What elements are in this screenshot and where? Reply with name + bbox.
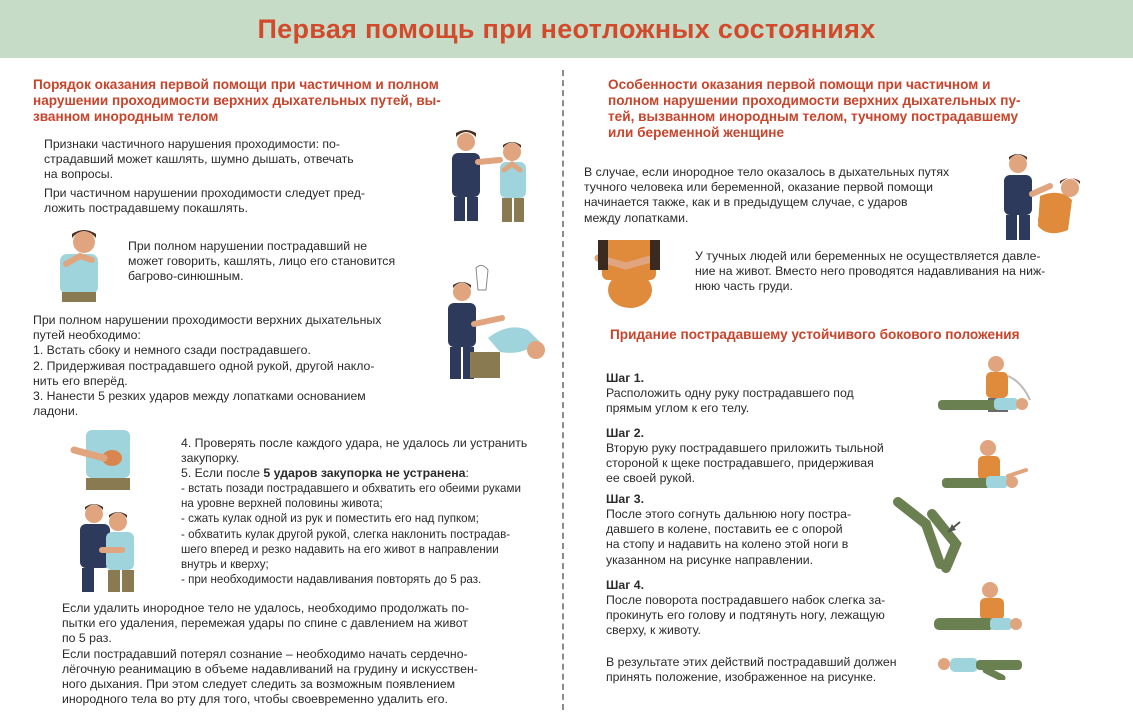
chest-thrust-text: У тучных людей или беременных не осуществляется давле- ние на живот. Вместо него проводятся надавливания на ниж- нюю часть груди. [695, 249, 1046, 294]
recovery-position-heading: Придание пострадавшему устойчивого бокового положения [610, 327, 1020, 342]
final-position-illustration [936, 650, 1026, 680]
abdominal-thrusts-illustration [72, 502, 144, 594]
step4-text: 4. Проверять после каждого удара, не удалось ли устранить закупорку. [181, 436, 528, 466]
choking-victim-illustration [50, 226, 112, 302]
step2-text: Вторую руку пострадавшего приложить тыльной стороной к щеке пострадавшего, придерживая ее своей рукой. [606, 441, 884, 486]
step3-text: После этого согнуть дальнюю ногу постра- давшего в колене, поставить ее с опорой на стопу и надавить на колено этой ноги в указанном на рисунке направлении. [606, 507, 852, 567]
back-blows-illustration [432, 262, 550, 382]
step5-prefix: 5. Если после [181, 466, 264, 480]
partial-signs-text: Признаки частичного нарушения проходимости: по- страдавший может кашлять, шумно дышать, отвечать на вопросы. [44, 137, 354, 182]
step5-suffix: : [465, 466, 469, 480]
step1-title: Шаг 1. [606, 371, 644, 385]
coughing-victim-illustration [428, 126, 543, 226]
step1-text: Расположить одну руку пострадавшего под прямым углом к его телу. [606, 386, 854, 416]
step4-illustration [930, 580, 1030, 642]
full-obstruction-steps: При полном нарушении проходимости верхних дыхательных путей необходимо: 1. Встать сбоку и немного сзади пострадавшего. 2. Придерживая пострадавшего одной рукой, другой накло- нить его вперёд. 3. Нанести 5 резких ударов между лопатками основанием ладони. [33, 313, 382, 419]
step1-illustration [934, 354, 1034, 420]
step4-title: Шаг 4. [606, 578, 644, 592]
right-heading: Особенности оказания первой помощи при частичном и полном нарушении проходимости верхних дыхательных пу- тей, вызванном инородным телом, тучному пострадавшему или беременной женщине [608, 77, 1021, 140]
step5-bold: 5 ударов закупорка не устранена [263, 466, 466, 480]
step3-title: Шаг 3. [606, 492, 644, 506]
page-title: Первая помощь при неотложных состояниях [257, 13, 876, 44]
partial-advice-text: При частичном нарушении проходимости следует пред- ложить пострадавшему покашлять. [44, 186, 365, 216]
step4-recovery-text: После поворота пострадавшего набок слегка за- прокинуть его голову и подтянуть ногу, лежащую сверху, к животу. [606, 593, 886, 638]
chest-thrusts-illustration [594, 238, 664, 312]
step3-illustration [888, 492, 978, 574]
column-divider [562, 70, 564, 710]
left-heading: Порядок оказания первой помощи при частичном и полном нарушении проходимости верхних дыхательных путей, вы- званном инородным телом [33, 77, 441, 124]
obese-pregnant-text: В случае, если инородное тело оказалось в дыхательных путях тучного человека или беременной, оказание первой помощи начинается также, как и в предыдущем случае, с ударов между лопатками. [584, 165, 950, 225]
title-banner [0, 0, 1133, 58]
step5-text [181, 466, 541, 481]
step2-title: Шаг 2. [606, 426, 644, 440]
abdominal-thrust-steps: - встать позади пострадавшего и обхватить его обеими руками на уровне верхней половины живота; - сжать кулак одной из рук и поместить его над пупком; - обхватить кулак другой рукой, слегка наклонить пострадав- шего вперед и резко надавить на его живот в направлении внутрь и кверху; - при необходимости надавливания повторять до 5 раз. [181, 482, 521, 587]
fist-position-illustration [70, 428, 145, 492]
final-position-text: В результате этих действий пострадавший должен принять положение, изображенное на рисунке. [606, 655, 897, 685]
further-actions-text: Если удалить инородное тело не удалось, необходимо продолжать по- пытки его удаления, перемежая удары по спине с давлением на живот по 5 раз. Если пострадавший потерял сознание – необходимо начать сердечно- лёгочную реанимацию в объеме надавливаний на грудину и искусствен- ного дыхания. При этом следует следить за возможным появлением инородного тела во рту для того, чтобы своевременно удалить его. [62, 601, 478, 707]
full-obstruction-text: При полном нарушении пострадавший не может говорить, кашлять, лицо его становится багрово-синюшным. [128, 239, 396, 284]
step2-illustration [936, 438, 1031, 500]
pregnant-back-blows-illustration [994, 150, 1086, 242]
